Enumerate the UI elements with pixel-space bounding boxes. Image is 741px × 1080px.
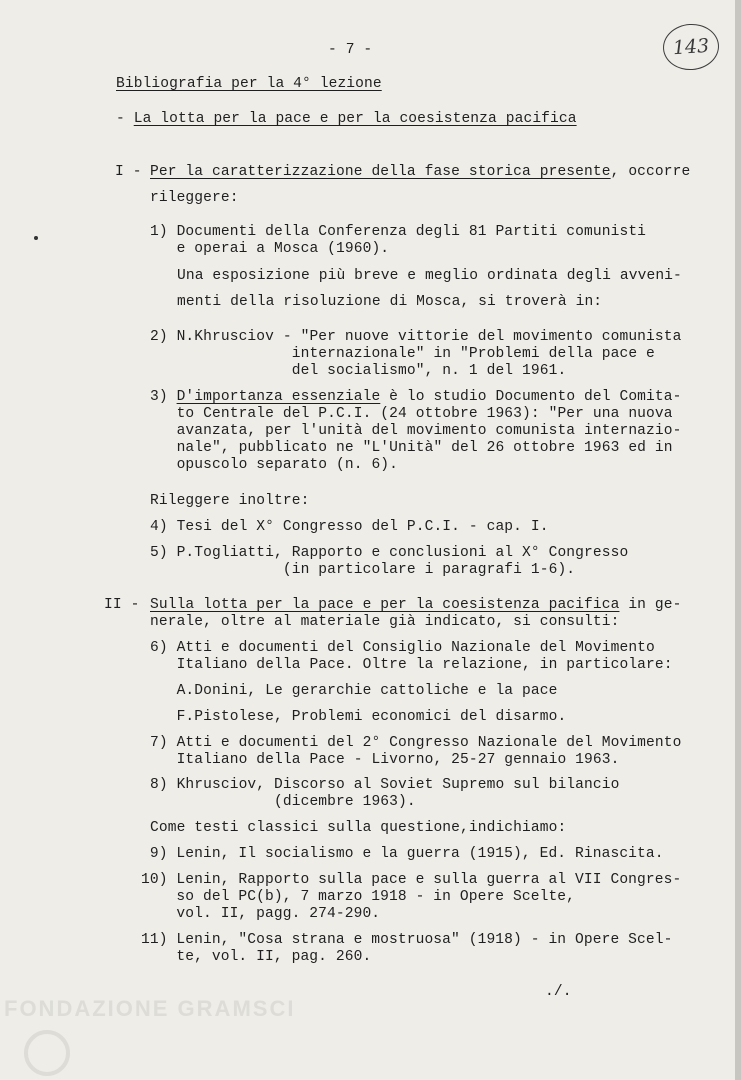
list-item-1-cont: e operai a Mosca (1960). xyxy=(150,241,390,257)
section-2-numeral: II - xyxy=(104,597,140,613)
watermark: FONDAZIONE GRAMSCI xyxy=(4,996,296,1021)
list-item-3: 3) D'importanza essenziale è lo studio Documento del Comita- xyxy=(150,389,682,405)
reread-label: Rileggere inoltre: xyxy=(150,493,310,509)
list-item-6: 6) Atti e documenti del Consiglio Nazionale del Movimento xyxy=(150,640,655,656)
list-item-2-cont2: del socialismo", n. 1 del 1961. xyxy=(150,363,567,379)
list-item-10: 10) Lenin, Rapporto sulla pace e sulla guerra al VII Congres- xyxy=(141,872,682,888)
subtitle-text: La lotta per la pace e per la coesistenza pacifica xyxy=(133,111,577,127)
archive-stamp: 143 xyxy=(661,22,720,72)
list-item-3-line4: nale", pubblicato ne "L'Unità" del 26 ottobre 1963 ed in xyxy=(150,440,673,456)
section-2-intro-underlined: Sulla lotta per la pace e per la coesistenza pacifica xyxy=(150,597,620,613)
list-item-7: 7) Atti e documenti del 2° Congresso Nazionale del Movimento xyxy=(150,735,682,751)
section-2-intro-line2: nerale, oltre al materiale già indicato, si consulti: xyxy=(150,614,620,630)
list-item-11: 11) Lenin, "Cosa strana e mostruosa" (1918) - in Opere Scel- xyxy=(141,932,673,948)
note-line-2: menti della risoluzione di Mosca, si troverà in: xyxy=(177,294,603,310)
list-item-7-line2: Italiano della Pace - Livorno, 25-27 gennaio 1963. xyxy=(150,752,620,768)
list-item-4: 4) Tesi del X° Congresso del P.C.I. - cap. I. xyxy=(150,519,549,535)
list-item-6-line2: Italiano della Pace. Oltre la relazione, in particolare: xyxy=(150,657,673,673)
list-item-6-line4: F.Pistolese, Problemi economici del disarmo. xyxy=(150,709,567,725)
list-item-3-line3: avanzata, per l'unità del movimento comunista internazio- xyxy=(150,423,682,439)
section-1-intro-line2: rileggere: xyxy=(150,190,239,206)
note-line-1: Una esposizione più breve e meglio ordinata degli avveni- xyxy=(177,268,682,284)
classics-label: Come testi classici sulla questione,indichiamo: xyxy=(150,820,567,836)
list-item-9: 9) Lenin, Il socialismo e la guerra (1915), Ed. Rinascita. xyxy=(141,846,664,862)
section-1-numeral: I - xyxy=(115,164,142,180)
section-1-intro-underlined: Per la caratterizzazione della fase storica presente xyxy=(150,164,611,180)
subtitle: - La lotta per la pace e per la coesistenza pacifica xyxy=(116,111,577,127)
section-2-intro: Sulla lotta per la pace e per la coesistenza pacifica in ge- xyxy=(150,597,682,613)
list-item-1: 1) Documenti della Conferenza degli 81 Partiti comunisti xyxy=(150,224,647,240)
document-title: Bibliografia per la 4° lezione xyxy=(116,76,382,92)
list-item-11-line2: te, vol. II, pag. 260. xyxy=(141,949,372,965)
list-item-5-cont: (in particolare i paragrafi 1-6). xyxy=(150,562,576,578)
list-item-8: 8) Khrusciov, Discorso al Soviet Supremo sul bilancio xyxy=(150,777,620,793)
list-item-2: 2) N.Khrusciov - "Per nuove vittorie del movimento comunista xyxy=(150,329,682,345)
continuation-mark: ./. xyxy=(545,984,572,1000)
list-item-6-line3: A.Donini, Le gerarchie cattoliche e la pace xyxy=(150,683,558,699)
list-item-3-line2: to Centrale del P.C.I. (24 ottobre 1963): "Per una nuova xyxy=(150,406,673,422)
list-item-10-line2: so del PC(b), 7 marzo 1918 - in Opere Scelte, xyxy=(141,889,576,905)
list-item-2-cont: internazionale" in "Problemi della pace e xyxy=(150,346,655,362)
section-1-intro: Per la caratterizzazione della fase storica presente, occorre xyxy=(150,164,691,180)
list-item-3-emphasis: D'importanza essenziale xyxy=(176,389,381,405)
page-number: - 7 - xyxy=(328,42,373,58)
list-item-5: 5) P.Togliatti, Rapporto e conclusioni al X° Congresso xyxy=(150,545,629,561)
list-item-8-line2: (dicembre 1963). xyxy=(150,794,416,810)
margin-dot xyxy=(34,236,38,240)
list-item-3-line5: opuscolo separato (n. 6). xyxy=(150,457,399,473)
list-item-10-line3: vol. II, pagg. 274-290. xyxy=(141,906,381,922)
watermark-logo-icon xyxy=(24,1030,70,1076)
